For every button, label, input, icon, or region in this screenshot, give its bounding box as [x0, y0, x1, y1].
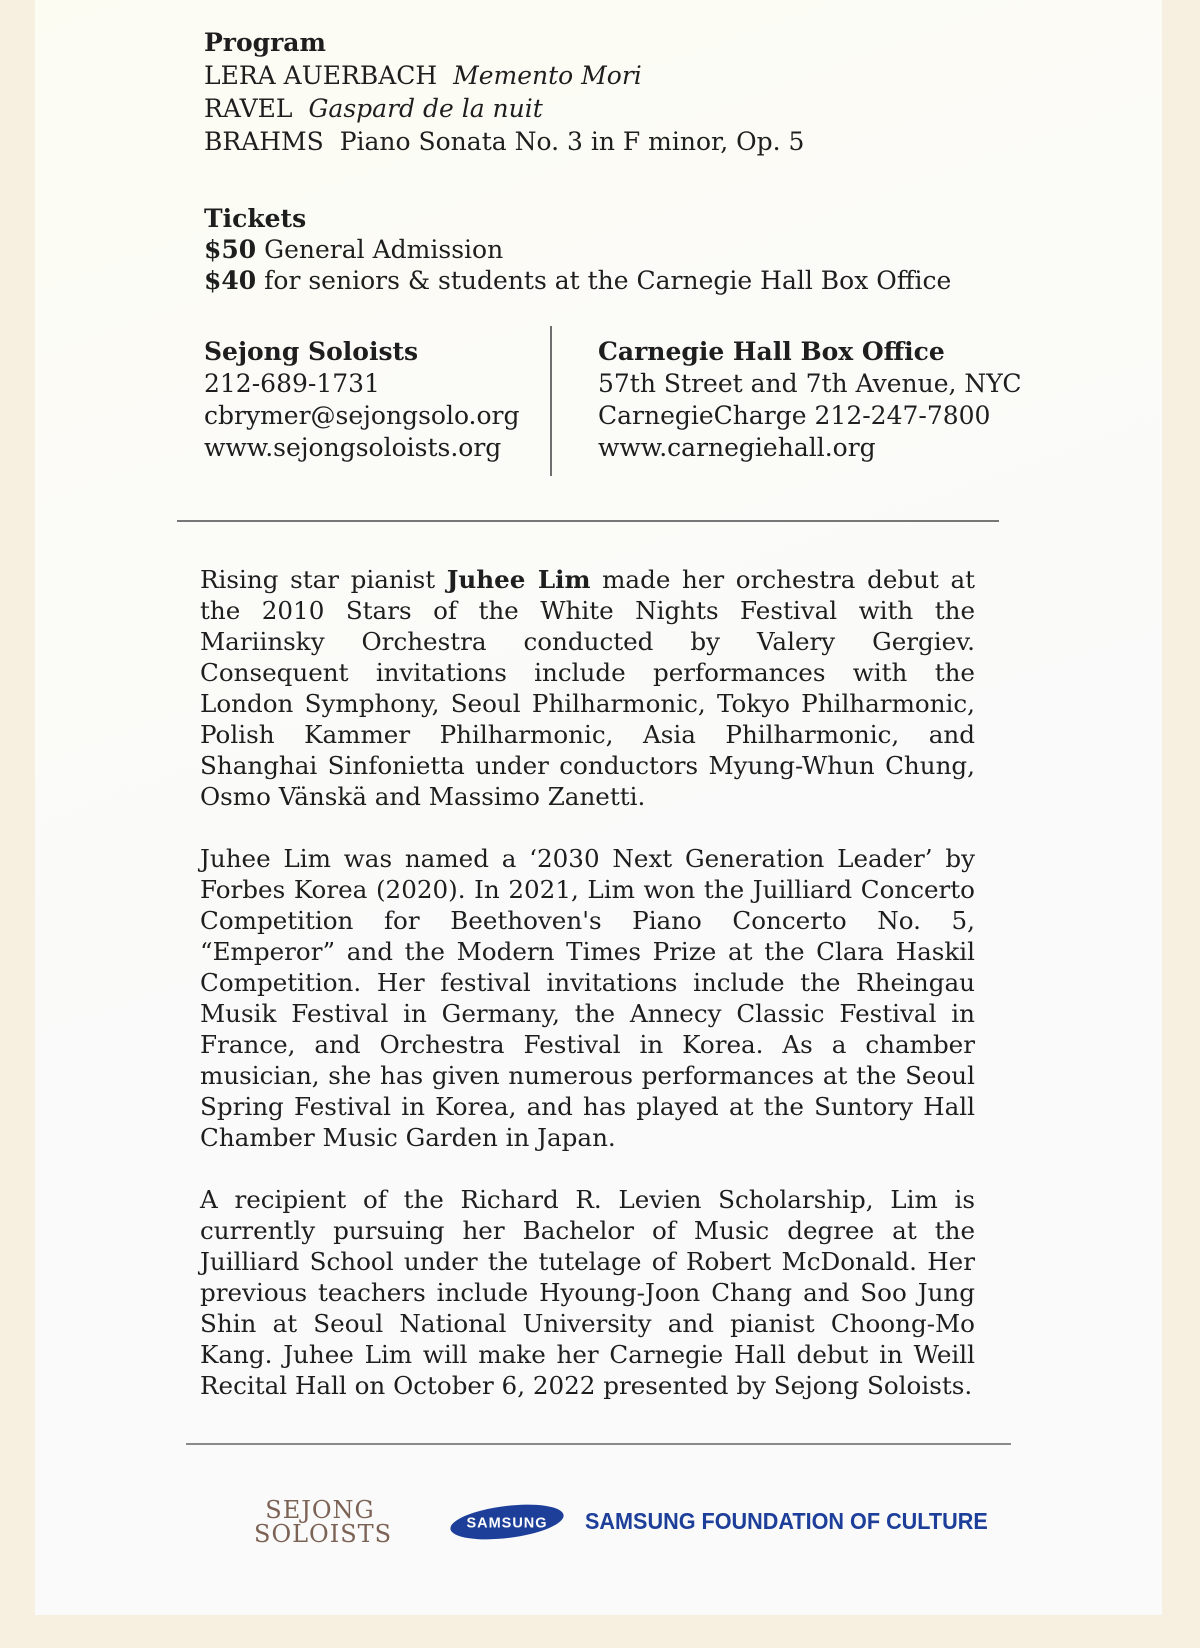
sejong-website-link[interactable]: www.sejongsoloists.org [204, 433, 502, 462]
sejong-contact [204, 336, 520, 464]
ticket-line [204, 234, 951, 265]
sejong-logo-line: SEJONG [265, 1496, 375, 1524]
carnegie-contact-name: Carnegie Hall Box Office [598, 337, 945, 366]
samsung-logo-icon [449, 1502, 565, 1542]
footer-divider [186, 1443, 1011, 1445]
tickets-heading: Tickets [204, 204, 307, 233]
bio-text: Rising star pianist [200, 565, 447, 594]
program-item [204, 125, 804, 158]
sejong-phone: 212-689-1731 [204, 369, 380, 398]
bio-paragraph: A recipient of the Richard R. Levien Scholarship, Lim is currently pursuing her Bachelor of Music degree at the Juilliard School under the tutelage of Robert McDonald. Her previous teachers include Hyoung-Joon Chang and Soo Jung Shin at Seoul National University and pianist Choong-Mo Kang. Juhee Lim will make her Carnegie Hall debut in Weill Recital Hall on October 6, 2022 presented by Sejong Soloists. [200, 1185, 975, 1400]
ticket-price: $40 [204, 266, 257, 295]
ticket-line [204, 265, 951, 296]
program-item [204, 92, 804, 125]
ticket-price: $50 [204, 235, 257, 264]
program-composer: LERA AUERBACH [204, 61, 438, 90]
program-heading: Program [204, 28, 326, 57]
carnegie-address: 57th Street and 7th Avenue, NYC [598, 369, 1022, 398]
program-item [204, 59, 804, 92]
sejong-logo-line: SOLOISTS [254, 1520, 393, 1548]
program-composer: RAVEL [204, 94, 293, 123]
bio-paragraph [200, 564, 975, 812]
artist-name: Juhee Lim [446, 565, 591, 594]
artist-bio [200, 564, 975, 1432]
program-section [204, 26, 804, 158]
bio-text: made her orchestra debut at the 2010 Stars of the White Nights Festival with the Mariinsky Orchestra conducted by Valery Gergiev. Consequent invitations include performances with the London Symphony, Seoul Philharmonic, Tokyo Philharmonic, Polish Kammer Philharmonic, Asia Philharmonic, and Shanghai Sinfonietta under conductors Myung-Whun Chung, Osmo Vänskä and Massimo Zanetti. [200, 565, 976, 811]
section-divider [177, 520, 999, 522]
tickets-section [204, 203, 951, 296]
sejong-soloists-logo [254, 1496, 393, 1548]
carnegie-phone: CarnegieCharge 212-247-7800 [598, 401, 991, 430]
ticket-text: General Admission [264, 235, 504, 264]
samsung-wordmark: SAMSUNG [466, 1515, 548, 1532]
contact-divider [550, 326, 552, 476]
sejong-contact-name: Sejong Soloists [204, 337, 419, 366]
samsung-foundation-logo: SAMSUNG FOUNDATION OF CULTURE [585, 1508, 988, 1534]
program-composer: BRAHMS [204, 127, 324, 156]
carnegie-website-link[interactable]: www.carnegiehall.org [598, 433, 876, 462]
program-work: Memento Mori [453, 61, 642, 90]
bio-paragraph: Juhee Lim was named a ‘2030 Next Generation Leader’ by Forbes Korea (2020). In 2021, Lim won the Juilliard Concerto Competition for Beethoven's Piano Concerto No. 5, “Emperor” and the Modern Times Prize at the Clara Haskil Competition. Her festival invitations include the Rheingau Musik Festival in Germany, the Annecy Classic Festival in France, and Orchestra Festival in Korea. As a chamber musician, she has given numerous performances at the Seoul Spring Festival in Korea, and has played at the Suntory Hall Chamber Music Garden in Japan. [200, 844, 975, 1152]
program-work: Gaspard de la nuit [308, 94, 543, 123]
carnegie-contact [598, 336, 1022, 464]
ticket-text: for seniors & students at the Carnegie Hall Box Office [264, 266, 952, 295]
program-work: Piano Sonata No. 3 in F minor, Op. 5 [339, 127, 805, 156]
sejong-email-link[interactable]: cbrymer@sejongsolo.org [204, 401, 520, 430]
